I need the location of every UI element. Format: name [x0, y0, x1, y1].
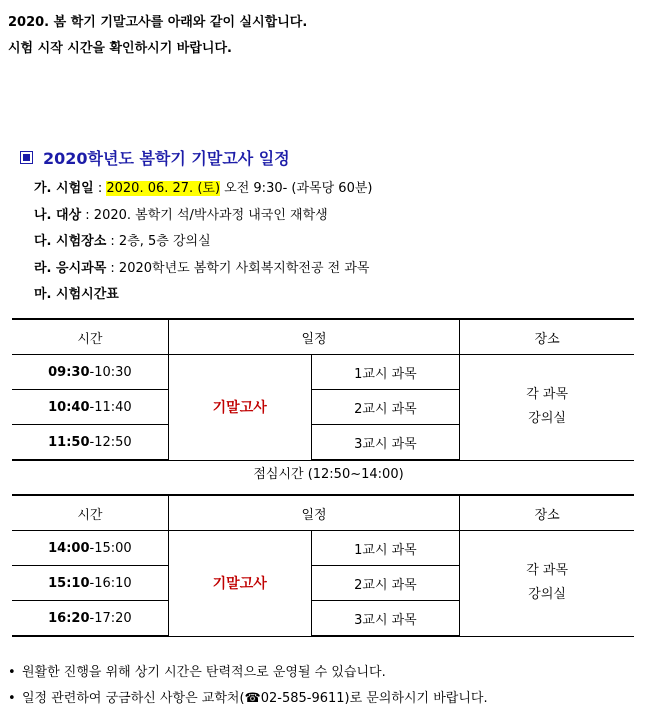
period-cell: 1교시 과목 [311, 355, 460, 390]
table-row [12, 531, 634, 566]
exam-cell [168, 531, 311, 637]
afternoon-schedule-table [12, 494, 634, 637]
end-time: -17:20 [89, 610, 132, 626]
exam-cell [168, 355, 311, 461]
note-text: 일정 관련하여 궁금하신 사항은 교학처(☎02-585-9611)로 문의하시기 바랍니다. [22, 691, 488, 706]
end-time: -12:50 [89, 434, 132, 450]
intro-line-1: 2020. 봄 학기 기말고사를 아래와 같이 실시합니다. [8, 15, 308, 30]
exam-date-highlight: 2020. 06. 27. (토) [106, 181, 221, 196]
note-text: 원활한 진행을 위해 상기 시간은 탄력적으로 운영될 수 있습니다. [22, 665, 386, 680]
time-cell [12, 425, 168, 461]
time-cell [12, 531, 168, 566]
period-cell: 2교시 과목 [311, 566, 460, 601]
start-time: 16:20 [48, 610, 90, 626]
time-cell [12, 390, 168, 425]
time-cell [12, 601, 168, 637]
info-key: 다. 시험장소 [34, 234, 107, 249]
info-location: 다. 시험장소 : 2층, 5층 강의실 [34, 234, 211, 249]
start-time: 09:30 [48, 364, 90, 380]
info-value: 2020학년도 봄학기 사회복지학전공 전 과목 [118, 260, 370, 276]
place-line-1: 각 과목 [526, 387, 569, 403]
exam-info-list [34, 176, 372, 309]
info-value: 오전 9:30- (과목당 60분) [220, 181, 373, 196]
header-time: 시간 [12, 319, 168, 355]
info-key: 나. 대상 [34, 207, 82, 223]
heading-text: 2020학년도 봄학기 기말고사 일정 [43, 149, 290, 168]
info-key: 마. 시험시간표 [34, 287, 119, 302]
period-cell: 3교시 과목 [311, 425, 460, 461]
info-key: 라. 응시과목 [34, 260, 107, 276]
lunch-break: 점심시간 (12:50~14:00) [253, 467, 404, 482]
header-schedule: 일정 [168, 319, 459, 355]
header-place: 장소 [460, 319, 634, 355]
place-line-1: 각 과목 [526, 563, 569, 579]
morning-schedule-table [12, 318, 634, 461]
bullet-icon: • [8, 665, 16, 680]
square-bullet-icon [20, 151, 33, 164]
period-cell: 3교시 과목 [311, 601, 460, 637]
header-time: 시간 [12, 495, 168, 531]
bullet-icon: • [8, 691, 16, 706]
info-value: 2020. 봄학기 석/박사과정 내국인 재학생 [93, 207, 328, 223]
info-subjects: 라. 응시과목 : 2020학년도 봄학기 사회복지학전공 전 과목 [34, 260, 370, 276]
list-item [8, 660, 488, 686]
start-time: 10:40 [48, 399, 90, 415]
exam-label: 기말고사 [212, 576, 267, 593]
info-value: 2층, 5층 강의실 [118, 234, 211, 249]
intro-text [8, 10, 307, 62]
notes-list [8, 660, 488, 712]
table-row [12, 355, 634, 390]
info-timetable [34, 282, 372, 309]
table-header-row [12, 495, 634, 531]
start-time: 15:10 [48, 575, 90, 591]
info-key: 가. 시험일 [34, 181, 94, 196]
end-time: -16:10 [89, 575, 132, 591]
time-cell [12, 566, 168, 601]
place-cell [460, 531, 634, 637]
header-schedule: 일정 [168, 495, 459, 531]
period-cell: 1교시 과목 [311, 531, 460, 566]
intro-line-2: 시험 시작 시간을 확인하시기 바랍니다. [8, 41, 232, 56]
start-time: 14:00 [48, 540, 90, 556]
end-time: -15:00 [89, 540, 132, 556]
section-heading [20, 146, 290, 169]
period-cell: 2교시 과목 [311, 390, 460, 425]
table-header-row [12, 319, 634, 355]
exam-label: 기말고사 [212, 400, 267, 417]
info-target: 나. 대상 : 2020. 봄학기 석/박사과정 내국인 재학생 [34, 207, 328, 223]
list-item [8, 686, 488, 712]
info-date: 가. 시험일 : 2020. 06. 27. (토) 오전 9:30- (과목당 60분) [34, 181, 373, 196]
place-cell [460, 355, 634, 461]
place-line-2: 강의실 [528, 411, 566, 427]
end-time: -11:40 [89, 399, 132, 415]
end-time: -10:30 [89, 364, 132, 380]
start-time: 11:50 [48, 434, 90, 450]
header-place: 장소 [460, 495, 634, 531]
place-line-2: 강의실 [528, 587, 566, 603]
time-cell [12, 355, 168, 390]
